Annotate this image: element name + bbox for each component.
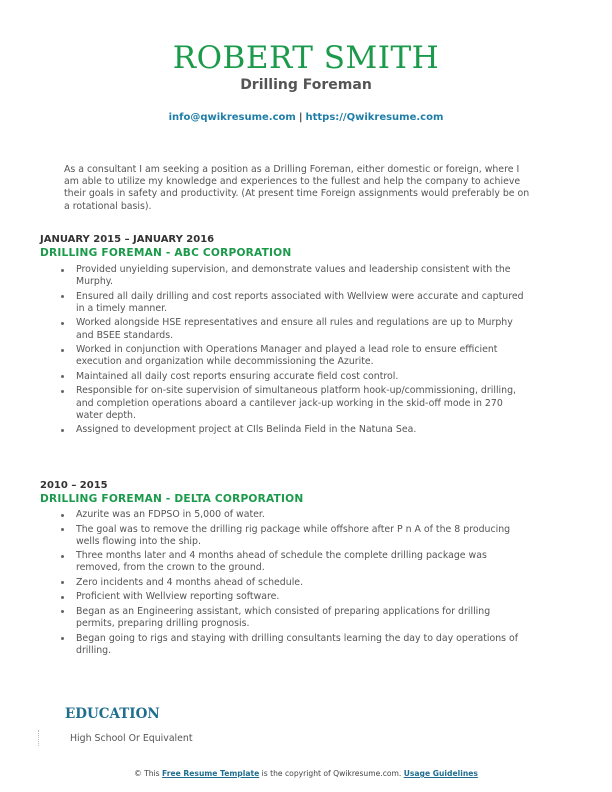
education-item: High School Or Equivalent xyxy=(70,733,193,744)
candidate-name: ROBERT SMITH xyxy=(172,40,440,76)
list-item: Assigned to development project at CIls Belinda Field in the Natuna Sea. xyxy=(58,424,528,436)
list-item: Began as an Engineering assistant, which consisted of preparing applications for drilling permits, preparing drilling prognosis. xyxy=(58,606,528,630)
footer-prefix: © This xyxy=(134,769,163,778)
list-item: Three months later and 4 months ahead of schedule the complete drilling package was removed, from the crown to the ground. xyxy=(58,550,528,574)
list-item: Worked alongside HSE representatives and ensure all rules and regulations are up to Murphy and BSEE standards. xyxy=(58,317,528,341)
footer-copyright: is the copyright of Qwikresume.com. xyxy=(259,769,404,778)
job-title: DRILLING FOREMAN - ABC CORPORATION xyxy=(40,247,292,259)
contact-separator: | xyxy=(298,112,303,123)
job-dates: JANUARY 2015 – JANUARY 2016 xyxy=(40,234,215,245)
education-heading: EDUCATION xyxy=(65,706,160,722)
list-item: Azurite was an FDPSO in 5,000 of water. xyxy=(58,509,528,521)
list-item: Began going to rigs and staying with drilling consultants learning the day to day operations of drilling. xyxy=(58,633,528,657)
footer xyxy=(0,769,612,778)
list-item: Responsible for on-site supervision of simultaneous platform hook-up/commissioning, drilling, and completion operations aboard a cantilever jack-up working in the skid-off mode in 270 water depth. xyxy=(58,385,528,422)
list-item: Proficient with Wellview reporting software. xyxy=(58,591,528,603)
candidate-role: Drilling Foreman xyxy=(240,77,372,93)
job-bullet-list xyxy=(58,264,528,439)
job-dates: 2010 – 2015 xyxy=(40,480,108,491)
list-item: Ensured all daily drilling and cost reports associated with Wellview were accurate and captured in a timely manner. xyxy=(58,291,528,315)
list-item: Zero incidents and 4 months ahead of schedule. xyxy=(58,577,528,589)
free-resume-template-link[interactable]: Free Resume Template xyxy=(162,769,260,778)
contact-line xyxy=(0,112,612,123)
summary-paragraph: As a consultant I am seeking a position as a Drilling Foreman, either domestic or foreign, where I am able to utilize my knowledge and experiences to the fullest and help the company to achieve their goals in safety and productivity. (At present time Foreign assignments would preferably be on a rotational basis). xyxy=(64,164,530,212)
website-link[interactable]: https://Qwikresume.com xyxy=(305,112,444,123)
email-link[interactable]: info@qwikresume.com xyxy=(168,112,296,123)
list-item: Worked in conjunction with Operations Manager and played a lead role to ensure efficient execution and organization while decommissioning the Azurite. xyxy=(58,344,528,368)
usage-guidelines-link[interactable]: Usage Guidelines xyxy=(403,769,478,778)
list-item: The goal was to remove the drilling rig package while offshore after P n A of the 8 producing wells flowing into the ship. xyxy=(58,524,528,548)
job-bullet-list xyxy=(58,509,528,659)
list-item: Maintained all daily cost reports ensuring accurate field cost control. xyxy=(58,371,528,383)
education-divider xyxy=(38,730,39,746)
job-title: DRILLING FOREMAN - DELTA CORPORATION xyxy=(40,493,304,505)
list-item: Provided unyielding supervision, and demonstrate values and leadership consistent with the Murphy. xyxy=(58,264,528,288)
